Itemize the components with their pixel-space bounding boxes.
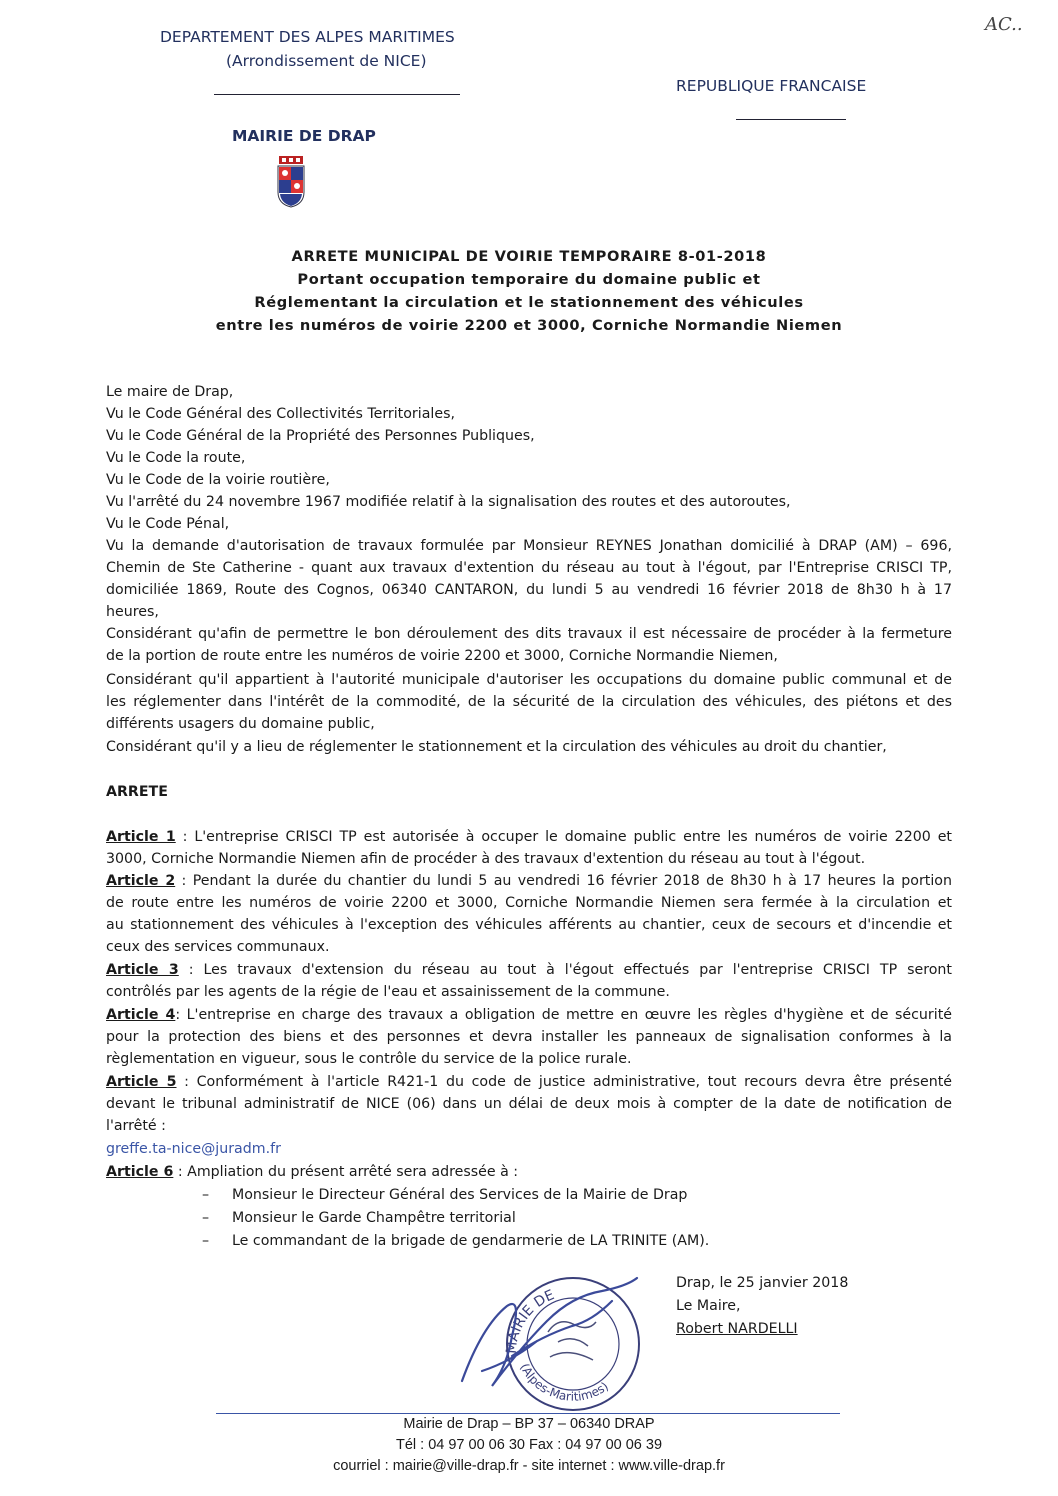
initials-handwriting: AC.. (985, 14, 1023, 35)
footer-rule (216, 1413, 840, 1414)
footer-phone: Tél : 04 97 00 06 30 Fax : 04 97 00 06 39 (395, 1437, 663, 1453)
republic-label: REPUBLIQUE FRANCAISE (676, 77, 867, 95)
decree-title: ARRETE MUNICIPAL DE VOIRIE TEMPORAIRE 8-01-2018 (291, 248, 767, 265)
article-1-line: 3000, Corniche Normandie Niemen afin de procéder à des travaux d'extention du réseau au tout à l'égout. (106, 851, 866, 867)
arrete-heading: ARRETE (106, 784, 168, 800)
stamp-top-text: MAIRIE DE (503, 1287, 557, 1355)
article-4-line: pour la protection des biens et des personnes et devra installer les panneaux de signalisation conformes à la (106, 1029, 952, 1045)
list-bullet: – (202, 1210, 210, 1226)
article-3-line: contrôlés par les agents de la régie de l'eau et assainissement de la commune. (106, 984, 670, 1000)
demande-line: Vu la demande d'autorisation de travaux formulée par Monsieur REYNES Jonathan domicilié à DRAP (AM) – 696, (106, 538, 952, 554)
preamble-line: Vu le Code de la voirie routière, (106, 472, 330, 488)
demande-line: domiciliée 1869, Route des Cognos, 06340 CANTARON, du lundi 5 au vendredi 16 février 2018 de 8h30 h à 17 (106, 582, 952, 598)
signature-name: Robert NARDELLI (676, 1321, 798, 1337)
article-4-label: Article 4 (106, 1007, 176, 1023)
court-email-link[interactable]: greffe.ta-nice@juradm.fr (106, 1141, 281, 1157)
article-2-line: de route entre les numéros de voirie 2200 et 3000, Corniche Normandie Niemen sera fermée à la circulation et (106, 895, 952, 911)
ampliation-item: Monsieur le Directeur Général des Services de la Mairie de Drap (232, 1187, 688, 1203)
article-4-line: règlementation en vigueur, sous le contrôle du service de la police rurale. (106, 1051, 632, 1067)
article-1-line (106, 829, 952, 845)
header-left-rule (214, 94, 460, 95)
article-5-line: l'arrêté : (106, 1118, 166, 1134)
stamp-bottom-text: (Alpes-Maritimes) (517, 1361, 612, 1404)
article-5-label: Article 5 (106, 1074, 177, 1090)
preamble-line: Vu le Code la route, (106, 450, 246, 466)
preamble-line: Vu le Code Général de la Propriété des Personnes Publiques, (106, 428, 535, 444)
list-bullet: – (202, 1187, 210, 1203)
mayor-signature (452, 1266, 652, 1396)
considerant-line: de la portion de route entre les numéros de voirie 2200 et 3000, Corniche Normandie Niemen, (106, 648, 778, 664)
article-3-line (106, 962, 952, 978)
article-6-line (106, 1164, 518, 1180)
article-4-line (106, 1007, 952, 1023)
article-1-text: : L'entreprise CRISCI TP est autorisée à occuper le domaine public entre les numéros de voirie 2200 et (175, 829, 952, 845)
arrondissement: (Arrondissement de NICE) (226, 52, 427, 70)
footer-contact: courriel : mairie@ville-drap.fr - site internet : www.ville-drap.fr (333, 1458, 725, 1474)
considerant-line: Considérant qu'il appartient à l'autorité municipale d'autoriser les occupations du domaine public communal et de (106, 672, 952, 688)
article-5-line (106, 1074, 952, 1090)
decree-subtitle-1: Portant occupation temporaire du domaine public et (297, 271, 761, 288)
article-5-line: devant le tribunal administratif de NICE (06) dans un délai de deux mois à compter de la date de notification de (106, 1096, 952, 1112)
demande-line: Chemin de Ste Catherine - quant aux travaux d'extention du réseau au tout à l'égout, par l'Entreprise CRISCI TP, (106, 560, 952, 576)
article-1-label: Article 1 (106, 829, 176, 845)
preamble-line: Vu le Code Général des Collectivités Territoriales, (106, 406, 455, 422)
considerant-line: Considérant qu'il y a lieu de réglementer le stationnement et la circulation des véhicules au droit du chantier, (106, 739, 887, 755)
considerant-line: les réglementer dans l'intérêt de la commodité, de la sécurité de la circulation des véhicules, des piétons et des (106, 694, 952, 710)
article-6-text: : Ampliation du présent arrêté sera adressée à : (173, 1164, 519, 1180)
article-2-line: au stationnement des véhicules à l'exception des véhicules afférents au chantier, ceux de secours et d'incendie et (106, 917, 952, 933)
footer-address: Mairie de Drap – BP 37 – 06340 DRAP (403, 1416, 655, 1432)
article-6-label: Article 6 (106, 1164, 174, 1180)
coat-of-arms-icon (276, 156, 306, 208)
article-2-line: ceux des services communaux. (106, 939, 330, 955)
considerant-line: différents usagers du domaine public, (106, 716, 375, 732)
article-2-line (106, 873, 952, 889)
header-right-rule (736, 119, 846, 120)
article-3-label: Article 3 (106, 962, 179, 978)
mairie-label: MAIRIE DE DRAP (232, 127, 376, 145)
article-3-text: : Les travaux d'extension du réseau au tout à l'égout effectués par l'entreprise CRISCI TP seront (178, 962, 952, 978)
preamble-line: Vu l'arrêté du 24 novembre 1967 modifiée relatif à la signalisation des routes et des autoroutes, (106, 494, 791, 510)
preamble-line: Vu le Code Pénal, (106, 516, 230, 532)
department-name: DEPARTEMENT DES ALPES MARITIMES (160, 28, 455, 46)
signature-role: Le Maire, (676, 1298, 741, 1314)
considerant-line: Considérant qu'afin de permettre le bon déroulement des dits travaux il est nécessaire de procéder à la fermeture (106, 626, 952, 642)
decree-subtitle-2: Réglementant la circulation et le stationnement des véhicules (254, 294, 804, 311)
preamble-line: Le maire de Drap, (106, 384, 234, 400)
ampliation-item: Monsieur le Garde Champêtre territorial (232, 1210, 516, 1226)
article-2-label: Article 2 (106, 873, 176, 889)
decree-subtitle-3: entre les numéros de voirie 2200 et 3000, Corniche Normandie Niemen (215, 317, 843, 334)
list-bullet: – (202, 1233, 210, 1249)
article-2-text: : Pendant la durée du chantier du lundi 5 au vendredi 16 février 2018 de 8h30 h à 17 heures la portion (175, 873, 952, 889)
ampliation-item: Le commandant de la brigade de gendarmerie de LA TRINITE (AM). (232, 1233, 710, 1249)
article-5-text: : Conformément à l'article R421-1 du code de justice administrative, tout recours devra être présenté (176, 1074, 952, 1090)
signature-place-date: Drap, le 25 janvier 2018 (676, 1275, 849, 1291)
article-4-text: : L'entreprise en charge des travaux a obligation de mettre en œuvre les règles d'hygiène et de sécurité (175, 1007, 952, 1023)
demande-line: heures, (106, 604, 159, 620)
